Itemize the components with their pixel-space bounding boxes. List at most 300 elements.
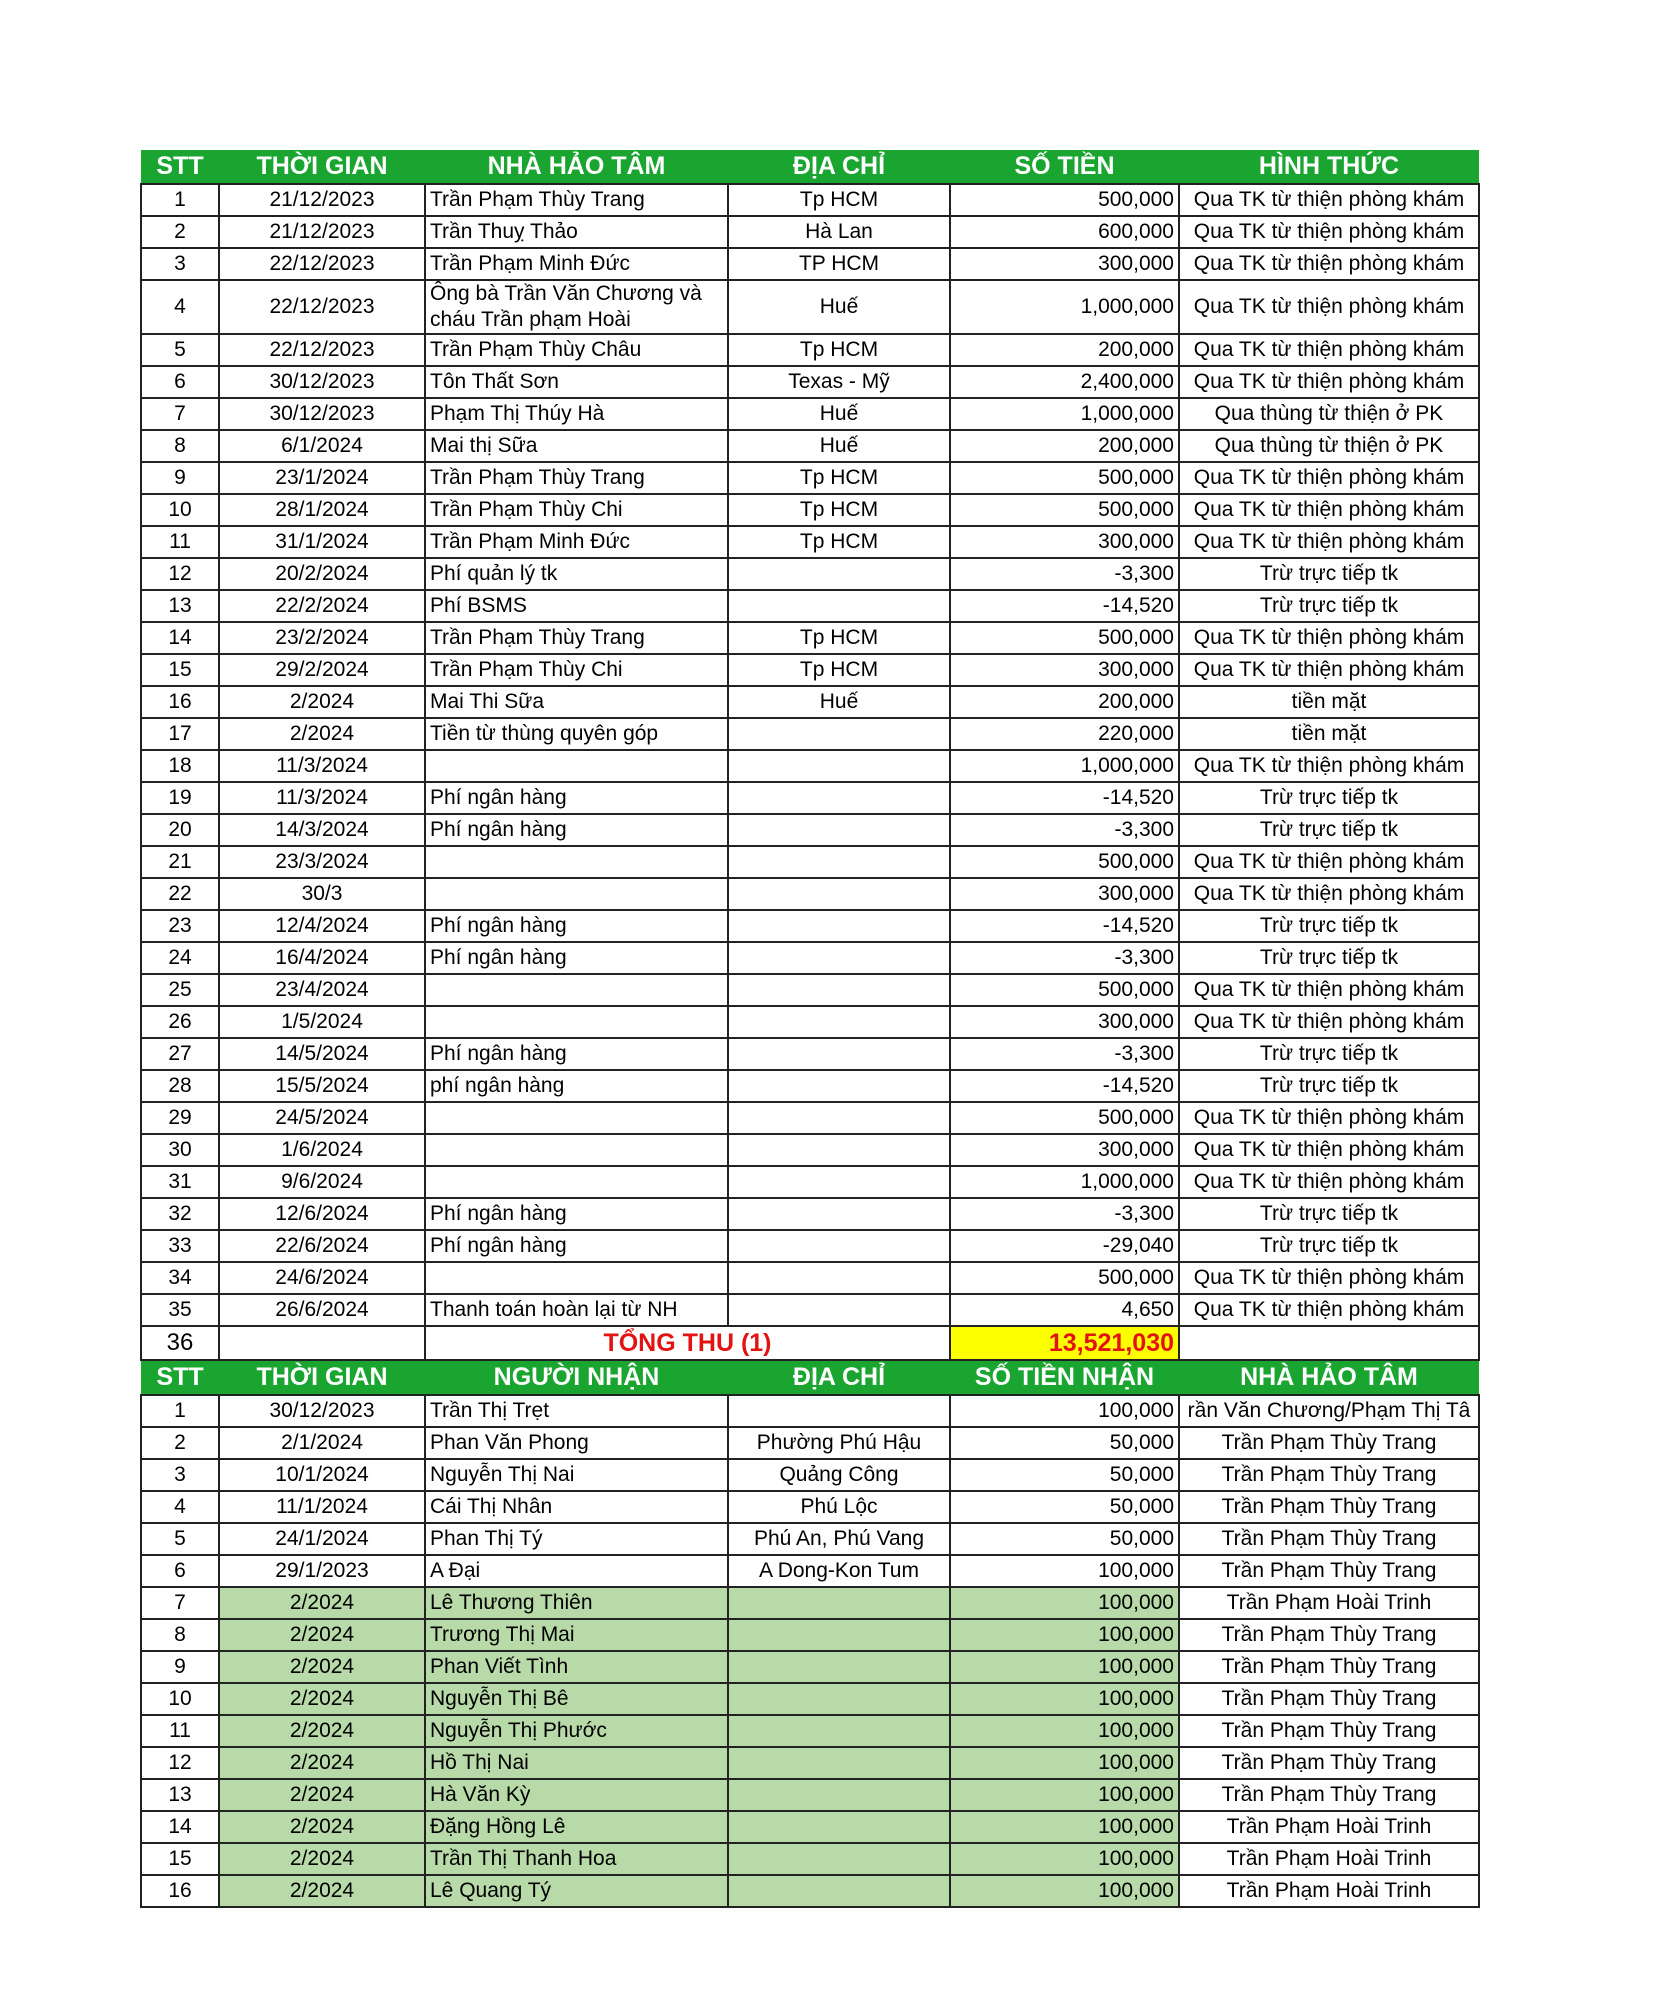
date-cell[interactable]: 29/2/2024: [219, 654, 425, 686]
address-cell[interactable]: Phường Phú Hậu: [728, 1427, 950, 1459]
date-cell[interactable]: 23/2/2024: [219, 622, 425, 654]
donor-cell[interactable]: Trần Phạm Thùy Trang: [1179, 1779, 1479, 1811]
form-cell[interactable]: Qua TK từ thiện phòng khám: [1179, 622, 1479, 654]
stt-cell[interactable]: 33: [141, 1230, 219, 1262]
address-cell[interactable]: [728, 878, 950, 910]
address-cell[interactable]: [728, 1843, 950, 1875]
donor-cell[interactable]: Trần Phạm Minh Đức: [425, 526, 728, 558]
date-cell[interactable]: 12/6/2024: [219, 1198, 425, 1230]
stt-cell[interactable]: 16: [141, 686, 219, 718]
form-cell[interactable]: Trừ trực tiếp tk: [1179, 782, 1479, 814]
date-cell[interactable]: 15/5/2024: [219, 1070, 425, 1102]
amount-cell[interactable]: -3,300: [950, 1038, 1179, 1070]
donor-cell[interactable]: Thanh toán hoàn lại từ NH: [425, 1294, 728, 1326]
date-cell[interactable]: 31/1/2024: [219, 526, 425, 558]
address-cell[interactable]: Tp HCM: [728, 622, 950, 654]
donor-cell[interactable]: Phí ngân hàng: [425, 814, 728, 846]
recipient-cell[interactable]: Lê Thương Thiên: [425, 1587, 728, 1619]
amount-cell[interactable]: -14,520: [950, 590, 1179, 622]
recipient-cell[interactable]: Trần Thị Trẹt: [425, 1395, 728, 1427]
date-cell[interactable]: 11/3/2024: [219, 782, 425, 814]
donor-cell[interactable]: [425, 974, 728, 1006]
donor-cell[interactable]: [425, 750, 728, 782]
stt-cell[interactable]: 29: [141, 1102, 219, 1134]
address-cell[interactable]: [728, 1683, 950, 1715]
stt-cell[interactable]: 12: [141, 1747, 219, 1779]
date-cell[interactable]: 1/6/2024: [219, 1134, 425, 1166]
stt-cell[interactable]: 11: [141, 526, 219, 558]
donor-cell[interactable]: Mai Thi Sữa: [425, 686, 728, 718]
amount-cell[interactable]: 200,000: [950, 430, 1179, 462]
address-cell[interactable]: [728, 846, 950, 878]
stt-cell[interactable]: 8: [141, 430, 219, 462]
date-cell[interactable]: 20/2/2024: [219, 558, 425, 590]
donor-cell[interactable]: Phí ngân hàng: [425, 1230, 728, 1262]
amount-cell[interactable]: 300,000: [950, 526, 1179, 558]
amount-cell[interactable]: 500,000: [950, 184, 1179, 216]
stt-cell[interactable]: 10: [141, 1683, 219, 1715]
address-cell[interactable]: [728, 782, 950, 814]
recipient-cell[interactable]: Hà Văn Kỳ: [425, 1779, 728, 1811]
date-cell[interactable]: 2/2024: [219, 1619, 425, 1651]
stt-cell[interactable]: 27: [141, 1038, 219, 1070]
amount-cell[interactable]: 1,000,000: [950, 750, 1179, 782]
date-cell[interactable]: 14/5/2024: [219, 1038, 425, 1070]
form-cell[interactable]: Qua TK từ thiện phòng khám: [1179, 526, 1479, 558]
amount-cell[interactable]: -3,300: [950, 814, 1179, 846]
address-cell[interactable]: [728, 1875, 950, 1907]
recipient-cell[interactable]: Phan Viết Tình: [425, 1651, 728, 1683]
date-cell[interactable]: 30/12/2023: [219, 398, 425, 430]
address-cell[interactable]: [728, 1166, 950, 1198]
date-cell[interactable]: 14/3/2024: [219, 814, 425, 846]
address-cell[interactable]: Huế: [728, 280, 950, 334]
donor-cell[interactable]: Phí ngân hàng: [425, 1198, 728, 1230]
form-cell[interactable]: Qua TK từ thiện phòng khám: [1179, 878, 1479, 910]
address-cell[interactable]: [728, 814, 950, 846]
date-cell[interactable]: 28/1/2024: [219, 494, 425, 526]
stt-cell[interactable]: 35: [141, 1294, 219, 1326]
address-cell[interactable]: [728, 1651, 950, 1683]
address-cell[interactable]: [728, 1294, 950, 1326]
stt-cell[interactable]: 1: [141, 1395, 219, 1427]
amount-cell[interactable]: 500,000: [950, 494, 1179, 526]
stt-cell[interactable]: 19: [141, 782, 219, 814]
stt-cell[interactable]: 15: [141, 1843, 219, 1875]
stt-cell[interactable]: 6: [141, 1555, 219, 1587]
donor-cell[interactable]: [425, 1262, 728, 1294]
form-cell[interactable]: Qua TK từ thiện phòng khám: [1179, 1262, 1479, 1294]
form-cell[interactable]: Qua TK từ thiện phòng khám: [1179, 216, 1479, 248]
address-cell[interactable]: [728, 1747, 950, 1779]
donor-cell[interactable]: [425, 878, 728, 910]
amount-cell[interactable]: 500,000: [950, 462, 1179, 494]
amount-cell[interactable]: 600,000: [950, 216, 1179, 248]
form-cell[interactable]: Qua TK từ thiện phòng khám: [1179, 654, 1479, 686]
amount-cell[interactable]: 100,000: [950, 1747, 1179, 1779]
address-cell[interactable]: [728, 1006, 950, 1038]
amount-cell[interactable]: 4,650: [950, 1294, 1179, 1326]
amount-cell[interactable]: 500,000: [950, 974, 1179, 1006]
amount-cell[interactable]: 1,000,000: [950, 1166, 1179, 1198]
date-cell[interactable]: 10/1/2024: [219, 1459, 425, 1491]
stt-cell[interactable]: 15: [141, 654, 219, 686]
address-cell[interactable]: A Dong-Kon Tum: [728, 1555, 950, 1587]
stt-cell[interactable]: 5: [141, 334, 219, 366]
amount-cell[interactable]: 220,000: [950, 718, 1179, 750]
amount-cell[interactable]: -3,300: [950, 558, 1179, 590]
donor-cell[interactable]: Trần Phạm Hoài Trinh: [1179, 1875, 1479, 1907]
amount-cell[interactable]: 500,000: [950, 1102, 1179, 1134]
donor-cell[interactable]: [425, 1134, 728, 1166]
form-cell[interactable]: Trừ trực tiếp tk: [1179, 910, 1479, 942]
recipient-cell[interactable]: Đặng Hồng Lê: [425, 1811, 728, 1843]
stt-cell[interactable]: 1: [141, 184, 219, 216]
form-cell[interactable]: Trừ trực tiếp tk: [1179, 558, 1479, 590]
amount-cell[interactable]: -14,520: [950, 910, 1179, 942]
amount-cell[interactable]: 100,000: [950, 1715, 1179, 1747]
date-cell[interactable]: 1/5/2024: [219, 1006, 425, 1038]
amount-cell[interactable]: -3,300: [950, 1198, 1179, 1230]
form-cell[interactable]: Trừ trực tiếp tk: [1179, 1070, 1479, 1102]
stt-cell[interactable]: 10: [141, 494, 219, 526]
date-cell[interactable]: 2/2024: [219, 1715, 425, 1747]
date-cell[interactable]: 2/1/2024: [219, 1427, 425, 1459]
donor-cell[interactable]: [425, 1006, 728, 1038]
donor-cell[interactable]: Trần Phạm Hoài Trinh: [1179, 1843, 1479, 1875]
address-cell[interactable]: Tp HCM: [728, 462, 950, 494]
form-cell[interactable]: Qua TK từ thiện phòng khám: [1179, 334, 1479, 366]
stt-cell[interactable]: 34: [141, 1262, 219, 1294]
donor-cell[interactable]: Trần Phạm Thùy Trang: [1179, 1619, 1479, 1651]
address-cell[interactable]: Hà Lan: [728, 216, 950, 248]
total-stt[interactable]: 36: [141, 1326, 219, 1360]
stt-cell[interactable]: 30: [141, 1134, 219, 1166]
amount-cell[interactable]: 500,000: [950, 846, 1179, 878]
date-cell[interactable]: 2/2024: [219, 1651, 425, 1683]
address-cell[interactable]: TP HCM: [728, 248, 950, 280]
form-cell[interactable]: Qua TK từ thiện phòng khám: [1179, 1006, 1479, 1038]
date-cell[interactable]: 11/1/2024: [219, 1491, 425, 1523]
stt-cell[interactable]: 3: [141, 248, 219, 280]
stt-cell[interactable]: 3: [141, 1459, 219, 1491]
donor-cell[interactable]: Phí ngân hàng: [425, 1038, 728, 1070]
donor-cell[interactable]: Ông bà Trần Văn Chương và cháu Trần phạm Hoài: [425, 280, 728, 334]
recipient-cell[interactable]: Trương Thị Mai: [425, 1619, 728, 1651]
date-cell[interactable]: 2/2024: [219, 1779, 425, 1811]
stt-cell[interactable]: 25: [141, 974, 219, 1006]
recipient-cell[interactable]: Nguyễn Thị Phước: [425, 1715, 728, 1747]
address-cell[interactable]: [728, 1038, 950, 1070]
amount-cell[interactable]: 100,000: [950, 1811, 1179, 1843]
amount-cell[interactable]: 300,000: [950, 1134, 1179, 1166]
amount-cell[interactable]: 50,000: [950, 1427, 1179, 1459]
recipient-cell[interactable]: A Đại: [425, 1555, 728, 1587]
form-cell[interactable]: Trừ trực tiếp tk: [1179, 590, 1479, 622]
amount-cell[interactable]: 500,000: [950, 622, 1179, 654]
date-cell[interactable]: 22/12/2023: [219, 248, 425, 280]
donor-cell[interactable]: Trần Phạm Hoài Trinh: [1179, 1811, 1479, 1843]
address-cell[interactable]: [728, 558, 950, 590]
recipient-cell[interactable]: Hồ Thị Nai: [425, 1747, 728, 1779]
address-cell[interactable]: [728, 750, 950, 782]
form-cell[interactable]: Qua thùng từ thiện ở PK: [1179, 430, 1479, 462]
amount-cell[interactable]: -14,520: [950, 782, 1179, 814]
date-cell[interactable]: 22/6/2024: [219, 1230, 425, 1262]
donor-cell[interactable]: Phạm Thị Thúy Hà: [425, 398, 728, 430]
donor-cell[interactable]: Trần Phạm Thùy Trang: [1179, 1491, 1479, 1523]
amount-cell[interactable]: 100,000: [950, 1587, 1179, 1619]
stt-cell[interactable]: 5: [141, 1523, 219, 1555]
stt-cell[interactable]: 6: [141, 366, 219, 398]
address-cell[interactable]: [728, 1134, 950, 1166]
total-amount[interactable]: 13,521,030: [950, 1326, 1179, 1360]
stt-cell[interactable]: 14: [141, 622, 219, 654]
amount-cell[interactable]: 100,000: [950, 1843, 1179, 1875]
donor-cell[interactable]: Trần Phạm Thùy Trang: [1179, 1651, 1479, 1683]
amount-cell[interactable]: 300,000: [950, 878, 1179, 910]
amount-cell[interactable]: -3,300: [950, 942, 1179, 974]
donor-cell[interactable]: Tôn Thất Sơn: [425, 366, 728, 398]
stt-cell[interactable]: 21: [141, 846, 219, 878]
date-cell[interactable]: 12/4/2024: [219, 910, 425, 942]
address-cell[interactable]: [728, 974, 950, 1006]
stt-cell[interactable]: 28: [141, 1070, 219, 1102]
donor-cell[interactable]: Trần Phạm Thùy Trang: [1179, 1715, 1479, 1747]
stt-cell[interactable]: 7: [141, 398, 219, 430]
date-cell[interactable]: 22/2/2024: [219, 590, 425, 622]
total-label[interactable]: TỔNG THU (1): [425, 1326, 950, 1360]
form-cell[interactable]: Qua TK từ thiện phòng khám: [1179, 280, 1479, 334]
date-cell[interactable]: 2/2024: [219, 686, 425, 718]
donor-cell[interactable]: Trần Phạm Thùy Trang: [1179, 1747, 1479, 1779]
amount-cell[interactable]: 1,000,000: [950, 398, 1179, 430]
recipient-cell[interactable]: Nguyễn Thị Nai: [425, 1459, 728, 1491]
amount-cell[interactable]: 100,000: [950, 1683, 1179, 1715]
amount-cell[interactable]: -14,520: [950, 1070, 1179, 1102]
recipient-cell[interactable]: Phan Thị Tý: [425, 1523, 728, 1555]
form-cell[interactable]: tiền mặt: [1179, 718, 1479, 750]
form-cell[interactable]: Qua TK từ thiện phòng khám: [1179, 846, 1479, 878]
date-cell[interactable]: 30/12/2023: [219, 1395, 425, 1427]
donor-cell[interactable]: Trần Phạm Hoài Trinh: [1179, 1587, 1479, 1619]
date-cell[interactable]: 23/4/2024: [219, 974, 425, 1006]
date-cell[interactable]: 11/3/2024: [219, 750, 425, 782]
amount-cell[interactable]: -29,040: [950, 1230, 1179, 1262]
recipient-cell[interactable]: Lê Quang Tý: [425, 1875, 728, 1907]
amount-cell[interactable]: 2,400,000: [950, 366, 1179, 398]
date-cell[interactable]: 2/2024: [219, 1811, 425, 1843]
stt-cell[interactable]: 14: [141, 1811, 219, 1843]
donor-cell[interactable]: Tiền từ thùng quyên góp: [425, 718, 728, 750]
total-time-cell[interactable]: [219, 1326, 425, 1360]
date-cell[interactable]: 21/12/2023: [219, 184, 425, 216]
form-cell[interactable]: Qua TK từ thiện phòng khám: [1179, 248, 1479, 280]
form-cell[interactable]: tiền mặt: [1179, 686, 1479, 718]
donor-cell[interactable]: Phí ngân hàng: [425, 910, 728, 942]
address-cell[interactable]: Tp HCM: [728, 184, 950, 216]
donor-cell[interactable]: Mai thị Sữa: [425, 430, 728, 462]
donor-cell[interactable]: Trần Phạm Minh Đức: [425, 248, 728, 280]
stt-cell[interactable]: 9: [141, 1651, 219, 1683]
address-cell[interactable]: [728, 1587, 950, 1619]
form-cell[interactable]: Qua TK từ thiện phòng khám: [1179, 1134, 1479, 1166]
amount-cell[interactable]: 300,000: [950, 1006, 1179, 1038]
stt-cell[interactable]: 13: [141, 1779, 219, 1811]
amount-cell[interactable]: 50,000: [950, 1491, 1179, 1523]
address-cell[interactable]: Huế: [728, 430, 950, 462]
date-cell[interactable]: 21/12/2023: [219, 216, 425, 248]
address-cell[interactable]: [728, 1619, 950, 1651]
total-form-cell[interactable]: [1179, 1326, 1479, 1360]
form-cell[interactable]: Qua TK từ thiện phòng khám: [1179, 1102, 1479, 1134]
donor-cell[interactable]: Phí quản lý tk: [425, 558, 728, 590]
amount-cell[interactable]: 100,000: [950, 1619, 1179, 1651]
address-cell[interactable]: [728, 1395, 950, 1427]
recipient-cell[interactable]: Nguyễn Thị Bê: [425, 1683, 728, 1715]
form-cell[interactable]: Trừ trực tiếp tk: [1179, 1230, 1479, 1262]
stt-cell[interactable]: 26: [141, 1006, 219, 1038]
stt-cell[interactable]: 18: [141, 750, 219, 782]
stt-cell[interactable]: 9: [141, 462, 219, 494]
address-cell[interactable]: [728, 1811, 950, 1843]
form-cell[interactable]: Trừ trực tiếp tk: [1179, 814, 1479, 846]
donor-cell[interactable]: Trần Phạm Thùy Trang: [1179, 1683, 1479, 1715]
stt-cell[interactable]: 32: [141, 1198, 219, 1230]
donor-cell[interactable]: Trần Phạm Thùy Châu: [425, 334, 728, 366]
address-cell[interactable]: [728, 1715, 950, 1747]
address-cell[interactable]: Tp HCM: [728, 334, 950, 366]
donor-cell[interactable]: Phí ngân hàng: [425, 782, 728, 814]
stt-cell[interactable]: 13: [141, 590, 219, 622]
donor-cell[interactable]: Trần Phạm Thùy Chi: [425, 654, 728, 686]
address-cell[interactable]: Tp HCM: [728, 654, 950, 686]
stt-cell[interactable]: 31: [141, 1166, 219, 1198]
donor-cell[interactable]: Trần Phạm Thùy Trang: [1179, 1427, 1479, 1459]
amount-cell[interactable]: 100,000: [950, 1395, 1179, 1427]
address-cell[interactable]: [728, 942, 950, 974]
stt-cell[interactable]: 23: [141, 910, 219, 942]
stt-cell[interactable]: 2: [141, 1427, 219, 1459]
stt-cell[interactable]: 22: [141, 878, 219, 910]
address-cell[interactable]: Tp HCM: [728, 494, 950, 526]
form-cell[interactable]: Qua TK từ thiện phòng khám: [1179, 1294, 1479, 1326]
form-cell[interactable]: Qua TK từ thiện phòng khám: [1179, 366, 1479, 398]
date-cell[interactable]: 2/2024: [219, 718, 425, 750]
donor-cell[interactable]: phí ngân hàng: [425, 1070, 728, 1102]
address-cell[interactable]: Quảng Công: [728, 1459, 950, 1491]
form-cell[interactable]: Trừ trực tiếp tk: [1179, 1198, 1479, 1230]
date-cell[interactable]: 24/5/2024: [219, 1102, 425, 1134]
amount-cell[interactable]: 100,000: [950, 1555, 1179, 1587]
form-cell[interactable]: Qua TK từ thiện phòng khám: [1179, 462, 1479, 494]
stt-cell[interactable]: 24: [141, 942, 219, 974]
amount-cell[interactable]: 300,000: [950, 654, 1179, 686]
donor-cell[interactable]: rần Văn Chương/Phạm Thị Tâ: [1179, 1395, 1479, 1427]
donor-cell[interactable]: Phí BSMS: [425, 590, 728, 622]
address-cell[interactable]: [728, 590, 950, 622]
address-cell[interactable]: [728, 1070, 950, 1102]
amount-cell[interactable]: 100,000: [950, 1779, 1179, 1811]
address-cell[interactable]: [728, 1262, 950, 1294]
date-cell[interactable]: 30/3: [219, 878, 425, 910]
recipient-cell[interactable]: Phan Văn Phong: [425, 1427, 728, 1459]
date-cell[interactable]: 26/6/2024: [219, 1294, 425, 1326]
form-cell[interactable]: Qua TK từ thiện phòng khám: [1179, 184, 1479, 216]
amount-cell[interactable]: 300,000: [950, 248, 1179, 280]
address-cell[interactable]: Texas - Mỹ: [728, 366, 950, 398]
address-cell[interactable]: Phú An, Phú Vang: [728, 1523, 950, 1555]
date-cell[interactable]: 23/3/2024: [219, 846, 425, 878]
address-cell[interactable]: [728, 718, 950, 750]
donor-cell[interactable]: Phí ngân hàng: [425, 942, 728, 974]
stt-cell[interactable]: 16: [141, 1875, 219, 1907]
amount-cell[interactable]: 100,000: [950, 1875, 1179, 1907]
date-cell[interactable]: 16/4/2024: [219, 942, 425, 974]
address-cell[interactable]: [728, 1779, 950, 1811]
stt-cell[interactable]: 17: [141, 718, 219, 750]
amount-cell[interactable]: 50,000: [950, 1523, 1179, 1555]
stt-cell[interactable]: 4: [141, 1491, 219, 1523]
date-cell[interactable]: 24/6/2024: [219, 1262, 425, 1294]
form-cell[interactable]: Trừ trực tiếp tk: [1179, 942, 1479, 974]
date-cell[interactable]: 29/1/2023: [219, 1555, 425, 1587]
donor-cell[interactable]: Trần Phạm Thùy Trang: [425, 622, 728, 654]
form-cell[interactable]: Qua thùng từ thiện ở PK: [1179, 398, 1479, 430]
donor-cell[interactable]: Trần Phạm Thùy Trang: [425, 462, 728, 494]
donor-cell[interactable]: Trần Phạm Thùy Trang: [425, 184, 728, 216]
date-cell[interactable]: 2/2024: [219, 1587, 425, 1619]
date-cell[interactable]: 2/2024: [219, 1843, 425, 1875]
form-cell[interactable]: Qua TK từ thiện phòng khám: [1179, 974, 1479, 1006]
donor-cell[interactable]: Trần Phạm Thùy Trang: [1179, 1555, 1479, 1587]
stt-cell[interactable]: 12: [141, 558, 219, 590]
address-cell[interactable]: Tp HCM: [728, 526, 950, 558]
stt-cell[interactable]: 4: [141, 280, 219, 334]
form-cell[interactable]: Qua TK từ thiện phòng khám: [1179, 1166, 1479, 1198]
recipient-cell[interactable]: Trần Thị Thanh Hoa: [425, 1843, 728, 1875]
amount-cell[interactable]: 100,000: [950, 1651, 1179, 1683]
donor-cell[interactable]: [425, 1166, 728, 1198]
amount-cell[interactable]: 500,000: [950, 1262, 1179, 1294]
address-cell[interactable]: [728, 1102, 950, 1134]
date-cell[interactable]: 6/1/2024: [219, 430, 425, 462]
date-cell[interactable]: 23/1/2024: [219, 462, 425, 494]
donor-cell[interactable]: Trần Phạm Thùy Trang: [1179, 1523, 1479, 1555]
stt-cell[interactable]: 2: [141, 216, 219, 248]
form-cell[interactable]: Qua TK từ thiện phòng khám: [1179, 494, 1479, 526]
stt-cell[interactable]: 7: [141, 1587, 219, 1619]
amount-cell[interactable]: 1,000,000: [950, 280, 1179, 334]
address-cell[interactable]: Huế: [728, 686, 950, 718]
date-cell[interactable]: 22/12/2023: [219, 334, 425, 366]
donor-cell[interactable]: Trần Phạm Thùy Chi: [425, 494, 728, 526]
amount-cell[interactable]: 50,000: [950, 1459, 1179, 1491]
donor-cell[interactable]: Trần Thuỵ Thảo: [425, 216, 728, 248]
amount-cell[interactable]: 200,000: [950, 334, 1179, 366]
date-cell[interactable]: 2/2024: [219, 1683, 425, 1715]
donor-cell[interactable]: [425, 846, 728, 878]
address-cell[interactable]: [728, 1230, 950, 1262]
address-cell[interactable]: [728, 1198, 950, 1230]
stt-cell[interactable]: 11: [141, 1715, 219, 1747]
date-cell[interactable]: 2/2024: [219, 1747, 425, 1779]
form-cell[interactable]: Qua TK từ thiện phòng khám: [1179, 750, 1479, 782]
date-cell[interactable]: 22/12/2023: [219, 280, 425, 334]
address-cell[interactable]: [728, 910, 950, 942]
donor-cell[interactable]: Trần Phạm Thùy Trang: [1179, 1459, 1479, 1491]
address-cell[interactable]: Phú Lộc: [728, 1491, 950, 1523]
